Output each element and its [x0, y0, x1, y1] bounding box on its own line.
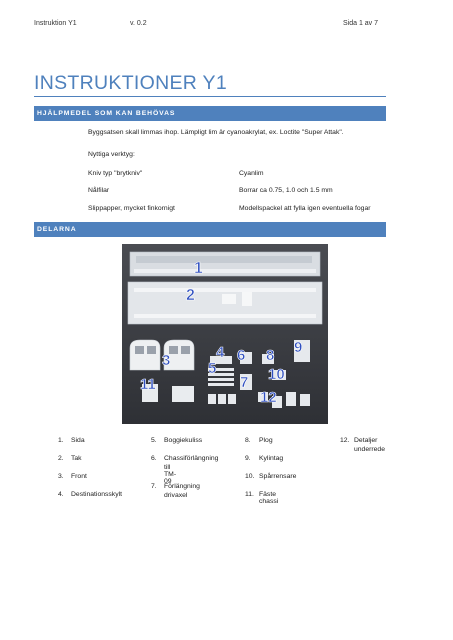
title-underline: [34, 96, 386, 97]
part-number: 6.: [151, 455, 157, 462]
part-label: Tak: [71, 455, 82, 462]
part-label: Fäste chassi: [259, 491, 279, 505]
section-heading-parts: DELARNA: [34, 222, 386, 237]
page-title: INSTRUKTIONER Y1: [34, 72, 227, 94]
tool-item: Kniv typ "brytkniv": [88, 170, 143, 177]
part-number: 4.: [58, 491, 64, 498]
part-label-continued: till TM-09: [164, 464, 177, 485]
photo-label: 12: [260, 389, 277, 406]
section-heading-tools: HJÄLPMEDEL SOM KAN BEHÖVAS: [34, 106, 386, 121]
photo-label: 6: [237, 347, 246, 364]
part-number: 2.: [58, 455, 64, 462]
part-label: Chassiförlängning: [164, 455, 219, 462]
photo-label: 2: [186, 287, 195, 304]
photo-label: 9: [294, 339, 303, 356]
part-number: 12.: [340, 437, 350, 444]
part-number: 10.: [245, 473, 255, 480]
part-label: Spårrensare: [259, 473, 297, 480]
photo-label: 1: [194, 260, 203, 277]
header-version: v. 0.2: [130, 20, 147, 27]
intro-text: Byggsatsen skall limmas ihop. Lämpligt lim är cyanoakrylat, ex. Loctite "Super Attak".: [88, 129, 344, 136]
tool-item: Nålfilar: [88, 187, 110, 194]
tool-item: Borrar ca 0.75, 1.0 och 1.5 mm: [239, 187, 333, 194]
photo-label: 4: [216, 344, 225, 361]
part-number: 9.: [245, 455, 251, 462]
part-side-panel: [130, 252, 320, 276]
part-label: Destinationsskylt: [71, 491, 122, 498]
tool-item: Modellspackel att fylla igen eventuella fogar: [239, 205, 371, 212]
photo-label: 10: [268, 366, 285, 383]
part-number: 8.: [245, 437, 251, 444]
part-label: Boggiekuliss: [164, 437, 203, 444]
part-label: Sida: [71, 437, 85, 444]
part-label: Detaljer: [354, 437, 378, 444]
header-document-name: Instruktion Y1: [34, 20, 77, 27]
part-number: 5.: [151, 437, 157, 444]
tools-label: Nyttiga verktyg:: [88, 151, 135, 158]
parts-photo: [122, 244, 328, 424]
part-number: 7.: [151, 483, 157, 490]
part-number: 11.: [245, 491, 254, 498]
part-roof: [128, 282, 322, 324]
part-label: Front: [71, 473, 87, 480]
part-number: 3.: [58, 473, 64, 480]
photo-label: 3: [162, 352, 171, 369]
part-label-continued: underrede: [354, 446, 385, 453]
photo-label: 7: [240, 374, 249, 391]
tool-item: Slippapper, mycket finkornigt: [88, 205, 175, 212]
photo-label: 5: [208, 360, 217, 377]
part-label: Kylintag: [259, 455, 284, 462]
part-label-continued: drivaxel: [164, 492, 188, 499]
part-label: Förlängning: [164, 483, 200, 490]
photo-label: 8: [266, 347, 275, 364]
part-number: 1.: [58, 437, 64, 444]
part-label: Plog: [259, 437, 273, 444]
tool-item: Cyanlim: [239, 170, 264, 177]
header-page-number: Sida 1 av 7: [343, 20, 379, 27]
photo-label: 11: [140, 376, 156, 393]
